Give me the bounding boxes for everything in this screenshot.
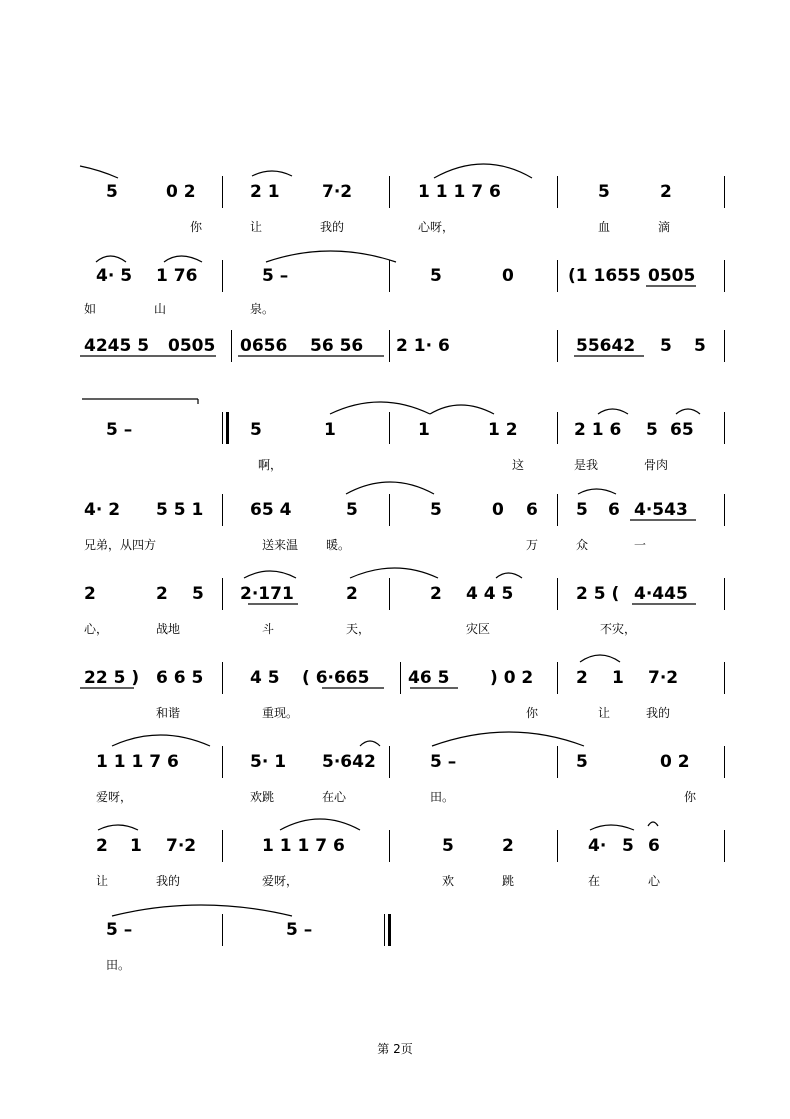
- lyric: 你: [190, 220, 203, 234]
- note: 5: [430, 500, 442, 520]
- note: 5: [250, 420, 262, 440]
- lyric: 田。: [430, 790, 455, 804]
- slur: [252, 171, 292, 176]
- note: 1 1 1 7 6: [418, 182, 501, 202]
- lyric: 你: [684, 790, 697, 804]
- note: 2: [576, 668, 588, 688]
- note: 5 –: [106, 920, 133, 940]
- lyric: 灾区: [466, 622, 491, 636]
- lyric: 我的: [156, 874, 181, 888]
- note: 4 4 5: [466, 584, 514, 604]
- slur: [580, 655, 620, 662]
- slur: [266, 251, 396, 262]
- lyric: 跳: [502, 874, 515, 888]
- note: 2: [84, 584, 96, 604]
- page-footer: 第 2页: [377, 1042, 413, 1056]
- slur: [430, 405, 494, 414]
- note: 6 6 5: [156, 668, 204, 688]
- note: 0 2: [166, 182, 196, 202]
- fermata: [648, 822, 658, 826]
- note: 4· 2: [84, 500, 121, 520]
- lyric: 这: [512, 458, 525, 472]
- slur: [280, 819, 360, 830]
- note: 4·543: [634, 500, 688, 520]
- note: 55642: [576, 336, 636, 356]
- lyric: 在: [588, 874, 601, 888]
- note: 1: [612, 668, 624, 688]
- note: 4245 5: [84, 336, 150, 356]
- note: 1 76: [156, 266, 198, 286]
- note: 7·2: [322, 182, 353, 202]
- note: 5: [192, 584, 204, 604]
- note: 5: [346, 500, 358, 520]
- note: 0: [502, 266, 514, 286]
- note: 0505: [168, 336, 216, 356]
- slur: [96, 256, 126, 262]
- lyric: 和谐: [156, 706, 181, 720]
- note: 6: [608, 500, 620, 520]
- slur: [434, 164, 532, 178]
- note: 46 5: [408, 668, 450, 688]
- lyric: 爱呀，: [262, 874, 299, 888]
- note: 65: [670, 420, 694, 440]
- lyric: 战地: [156, 622, 181, 636]
- lyric: 在心: [322, 790, 347, 804]
- note: 4·: [588, 836, 607, 856]
- note: 5: [430, 266, 442, 286]
- note: 1: [324, 420, 336, 440]
- note: 5: [576, 752, 588, 772]
- slur: [676, 409, 700, 414]
- lyric: 滴: [658, 220, 671, 234]
- note: 5: [598, 182, 610, 202]
- note: 65 4: [250, 500, 292, 520]
- note: 5: [576, 500, 588, 520]
- note: 0 2: [660, 752, 690, 772]
- note: 0656: [240, 336, 288, 356]
- slur: [80, 166, 118, 178]
- slur: [590, 825, 634, 830]
- slur: [496, 573, 522, 578]
- note: 7·2: [648, 668, 679, 688]
- lyric: 万: [526, 538, 539, 552]
- note: 6: [526, 500, 538, 520]
- note: (1 1655: [568, 266, 641, 286]
- note: 5 –: [430, 752, 457, 772]
- lyric: 不灾，: [600, 622, 637, 636]
- slur: [346, 482, 434, 494]
- lyric: 田。: [106, 958, 131, 972]
- lyric: 暖。: [326, 538, 351, 552]
- lyric: 让: [598, 706, 611, 720]
- note: 5: [646, 420, 658, 440]
- note: 0505: [648, 266, 696, 286]
- slur: [98, 825, 138, 830]
- slur: [360, 741, 380, 746]
- lyric: 心: [648, 874, 661, 888]
- note: 4·445: [634, 584, 688, 604]
- note: 5 5 1: [156, 500, 204, 520]
- note: 1: [418, 420, 430, 440]
- note: ) 0 2: [490, 668, 534, 688]
- lyric: 我的: [646, 706, 671, 720]
- note: 5· 1: [250, 752, 287, 772]
- slur: [164, 256, 202, 262]
- lyric: 天，: [346, 622, 371, 636]
- slur: [432, 732, 584, 746]
- lyric: 兄弟，从四方: [84, 538, 157, 552]
- note: 56 56: [310, 336, 364, 356]
- lyric: 心呀，: [418, 220, 455, 234]
- note: ( 6·665: [302, 668, 370, 688]
- lyric: 山: [154, 302, 167, 316]
- note: 4 5: [250, 668, 280, 688]
- note: 5 –: [106, 420, 133, 440]
- note: 6: [648, 836, 660, 856]
- lyric: 送来温: [262, 538, 299, 552]
- lyric: 我的: [320, 220, 345, 234]
- lyric: 一: [634, 538, 647, 552]
- slur: [244, 571, 296, 578]
- note: 4· 5: [96, 266, 133, 286]
- note: 2 1 6: [574, 420, 622, 440]
- note: 5: [660, 336, 672, 356]
- note: 1 1 1 7 6: [96, 752, 179, 772]
- note: 2 5 (: [576, 584, 620, 604]
- slur: [112, 735, 210, 746]
- note: 2·171: [240, 584, 294, 604]
- lyric: 让: [96, 874, 109, 888]
- note: 5·642: [322, 752, 376, 772]
- lyric: 欢: [442, 874, 455, 888]
- note: 0: [492, 500, 504, 520]
- note: 1 2: [488, 420, 518, 440]
- lyric: 你: [526, 706, 539, 720]
- lyric: 爱呀，: [96, 790, 133, 804]
- lyric: 骨肉: [644, 458, 669, 472]
- lyric: 众: [576, 538, 589, 552]
- slur: [598, 409, 628, 414]
- lyric: 心，: [84, 622, 109, 636]
- note: 5: [106, 182, 118, 202]
- note: 5: [622, 836, 634, 856]
- slur: [330, 402, 430, 414]
- note: 5 –: [286, 920, 313, 940]
- lyric: 让: [250, 220, 263, 234]
- lyric: 泉。: [250, 302, 275, 316]
- slur: [350, 568, 438, 578]
- note: 1: [130, 836, 142, 856]
- note: 2: [502, 836, 514, 856]
- lyric: 啊，: [258, 458, 283, 472]
- note: 2 1· 6: [396, 336, 450, 356]
- note: 2: [346, 584, 358, 604]
- note: 2: [430, 584, 442, 604]
- lyric: 欢跳: [250, 790, 275, 804]
- lyric: 重现。: [262, 706, 299, 720]
- lyric: 是我: [574, 458, 599, 472]
- lyric: 如: [84, 302, 97, 316]
- lyric: 血: [598, 220, 611, 234]
- note: 2: [156, 584, 168, 604]
- note: 7·2: [166, 836, 197, 856]
- note: 1 1 1 7 6: [262, 836, 345, 856]
- slur: [112, 905, 292, 916]
- note: 2 1: [250, 182, 280, 202]
- note: 22 5 ): [84, 668, 140, 688]
- note: 5: [694, 336, 706, 356]
- note: 2: [660, 182, 672, 202]
- note: 2: [96, 836, 108, 856]
- lyric: 斗: [262, 622, 275, 636]
- note: 5: [442, 836, 454, 856]
- slur: [578, 489, 616, 494]
- note: 5 –: [262, 266, 289, 286]
